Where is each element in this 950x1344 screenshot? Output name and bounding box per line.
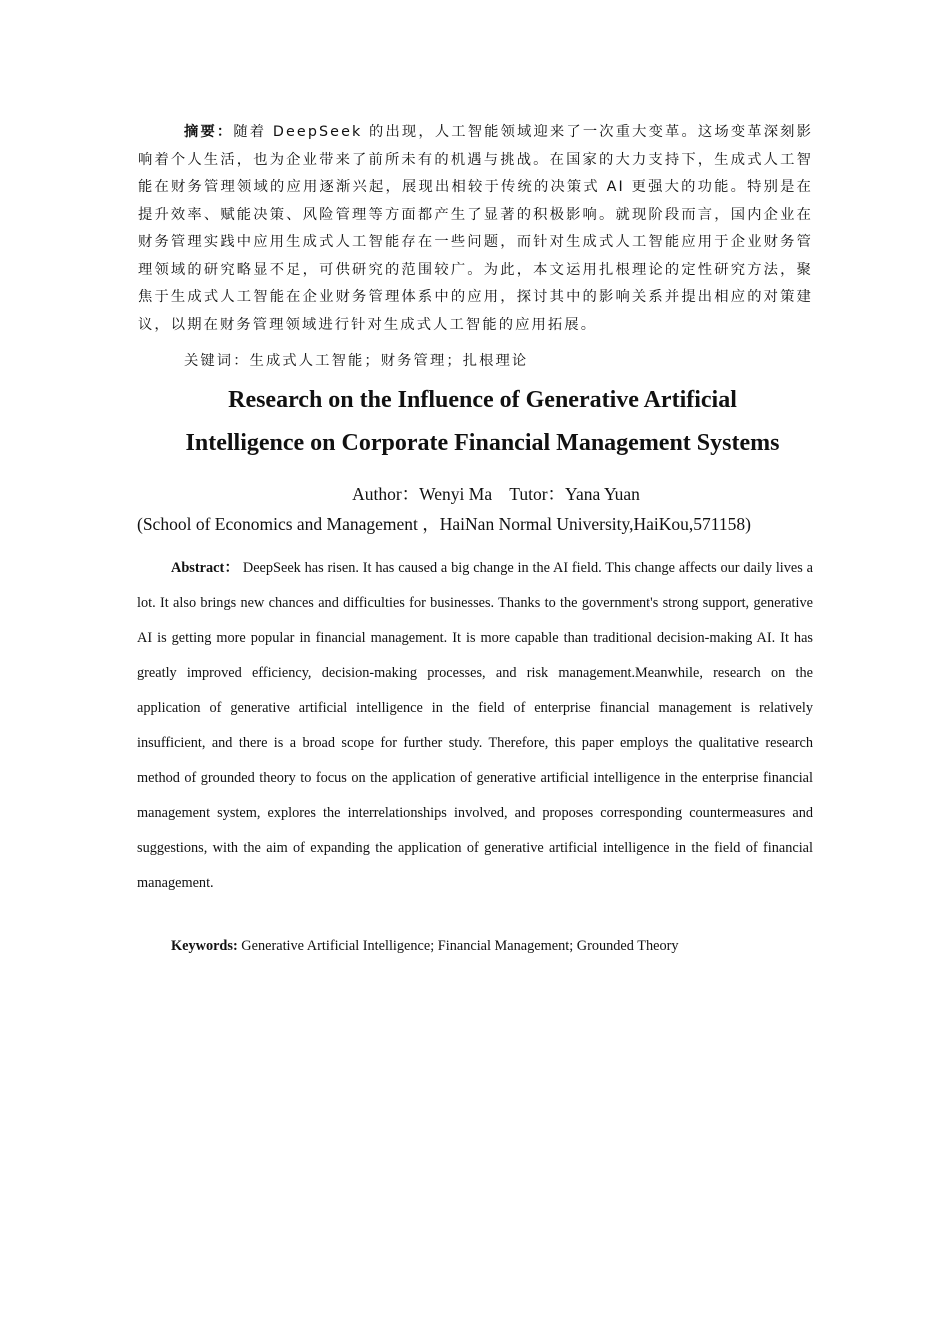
paper-title	[80, 379, 885, 465]
paper-title-line-1: Research on the Influence of Generative Artificial	[228, 387, 737, 413]
english-keywords-label: Keywords:	[171, 938, 238, 954]
chinese-abstract	[138, 119, 813, 339]
chinese-keywords: 关键词：生成式人工智能；财务管理；扎根理论	[184, 353, 529, 369]
paper-title-line-2: Intelligence on Corporate Financial Management Systems	[185, 430, 780, 456]
english-abstract	[137, 551, 813, 901]
chinese-abstract-text: 随着 DeepSeek 的出现，人工智能领域迎来了一次重大变革。这场变革深刻影响着个人生活，也为企业带来了前所未有的机遇与挑战。在国家的大力支持下，生成式人工智能在财务管理领域的应用逐渐兴起，展现出相较于传统的决策式 AI 更强大的功能。特别是在提升效率、赋能决策、风险管理等方面都产生了显著的积极影响。就现阶段而言，国内企业在财务管理实践中应用生成式人工智能存在一些问题，而针对生成式人工智能应用于企业财务管理领域的研究略显不足，可供研究的范围较广。为此，本文运用扎根理论的定性研究方法，聚焦于生成式人工智能在企业财务管理体系中的应用，探讨其中的影响关系并提出相应的对策建议，以期在财务管理领域进行针对生成式人工智能的应用拓展。	[138, 124, 813, 333]
english-abstract-text: DeepSeek has risen. It has caused a big change in the AI field. This change affects our daily lives a lot. It also brings new chances and difficulties for businesses. Thanks to the government's strong support, generative AI is getting more popular in financial management. It is more capable than traditional decision-making AI. It has greatly improved efficiency, decision-making processes, and risk management.Meanwhile, research on the application of generative artificial intelligence in the field of enterprise financial management is relatively insufficient, and there is a broad scope for further study. Therefore, this paper employs the qualitative research method of grounded theory to focus on the application of generative artificial intelligence in the enterprise financial management system, explores the interrelationships involved, and proposes corresponding countermeasures and suggestions, with the aim of expanding the application of generative artificial intelligence in the field of financial management.	[137, 560, 814, 891]
english-keywords	[171, 934, 679, 958]
english-keywords-text: Generative Artificial Intelligence; Financial Management; Grounded Theory	[237, 938, 679, 954]
chinese-abstract-label: 摘要：	[184, 124, 234, 140]
english-abstract-label: Abstract：	[171, 560, 240, 576]
affiliation: (School of Economics and Management ，HaiNan Normal University,HaiKou,571158)	[137, 514, 751, 534]
author-line: Author：Wenyi Ma Tutor：Yana Yuan	[352, 484, 640, 504]
